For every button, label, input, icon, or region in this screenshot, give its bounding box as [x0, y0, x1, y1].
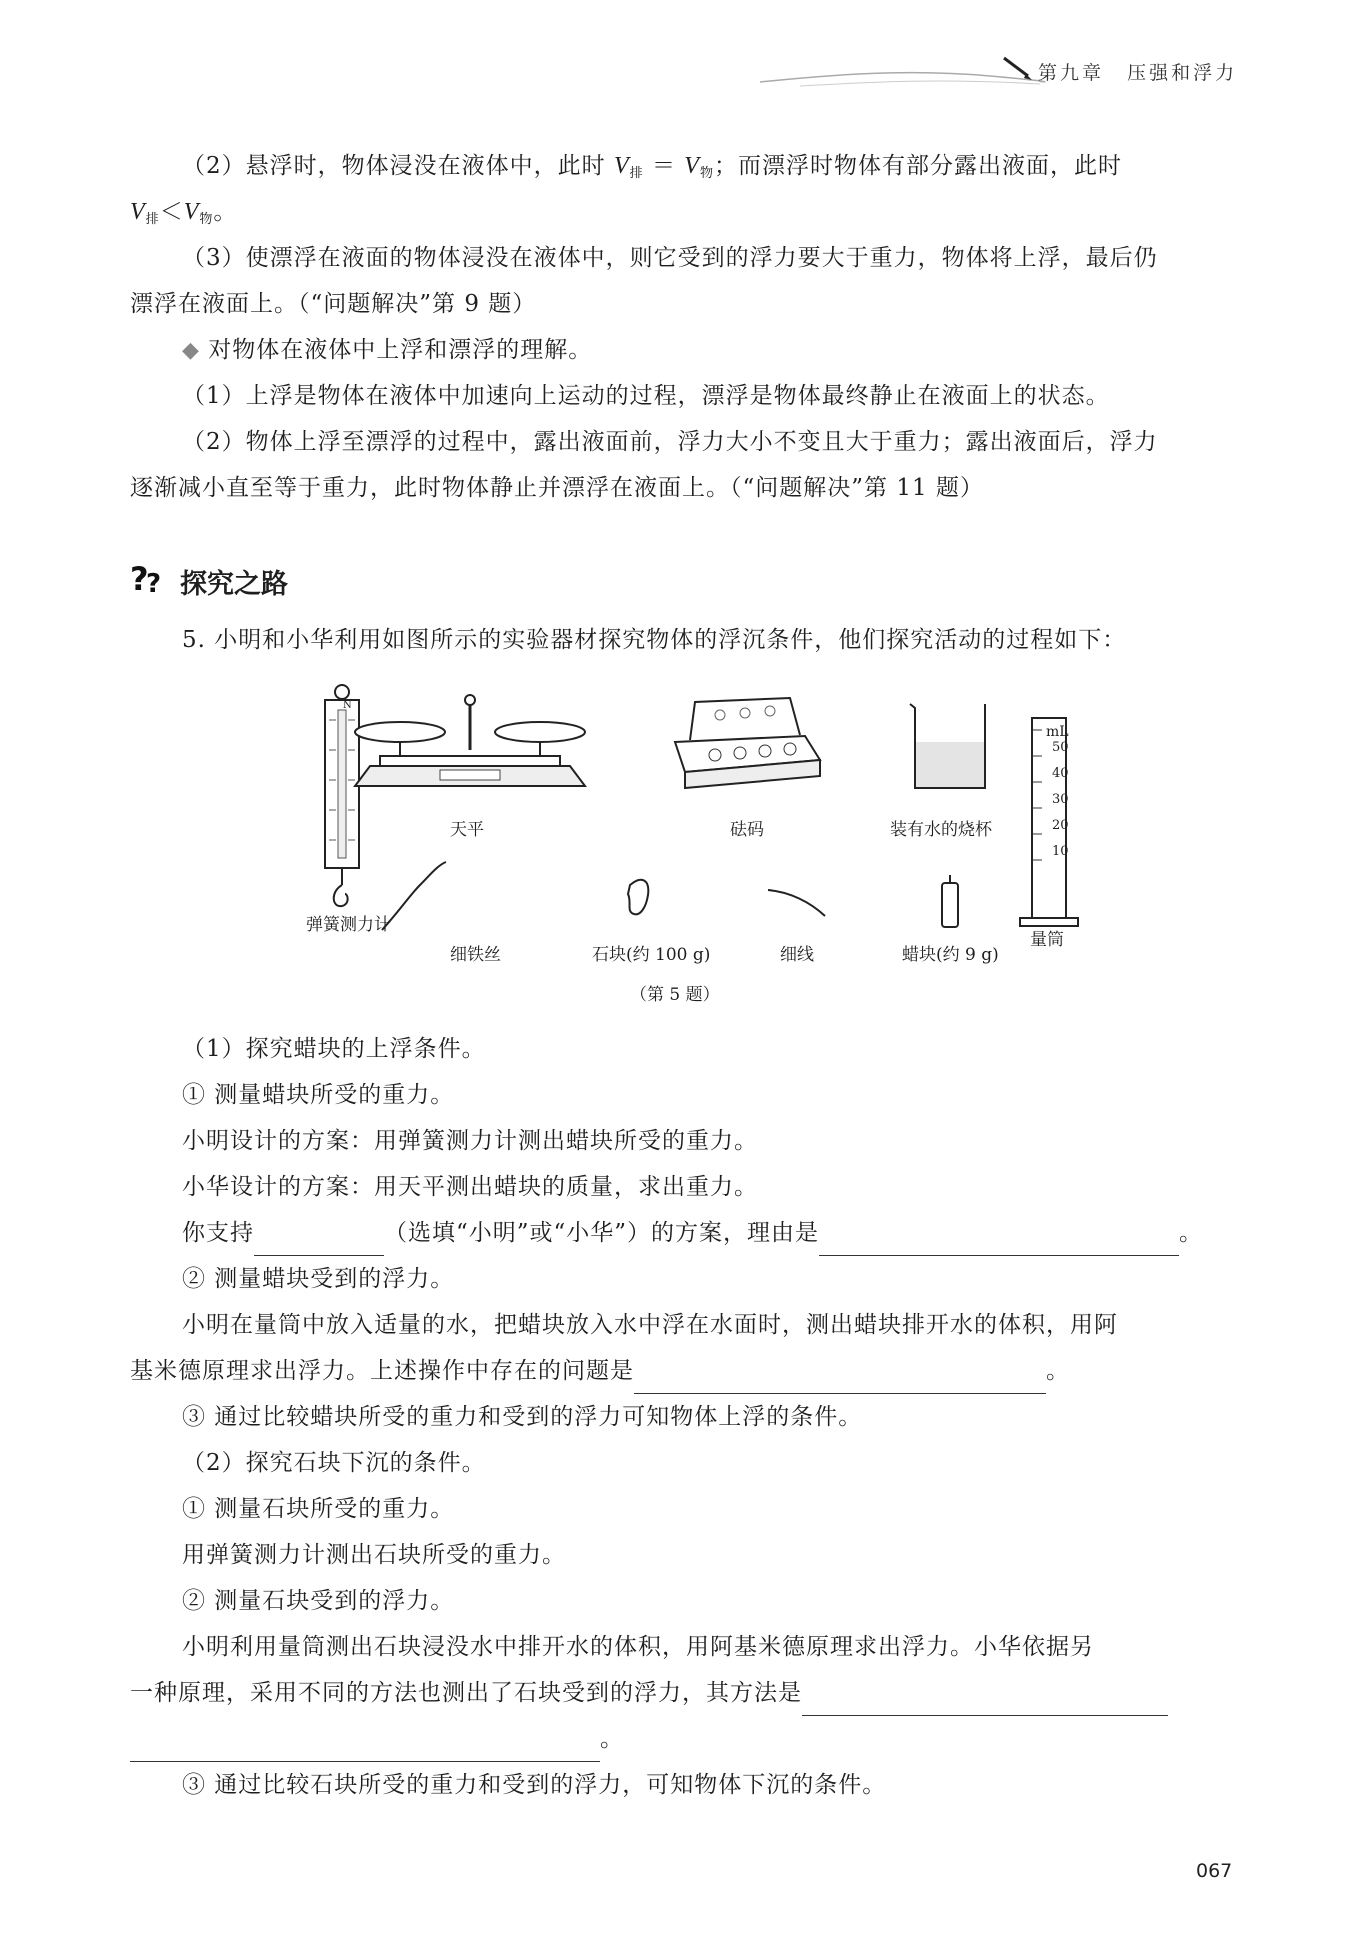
beaker-label: 装有水的烧杯: [890, 820, 992, 840]
paragraph-suspension: （2）悬浮时，物体浸没在液体中，此时 $V_排 = V_物$；而漂浮时物体有部分露出液面，此时: [182, 153, 1122, 181]
spring-scale-label: 弹簧测力计: [306, 915, 391, 935]
part1-step2-question: 基米德原理求出浮力。上述操作中存在的问题是 。: [130, 1348, 1250, 1394]
part1-step1: ① 测量蜡块所受的重力。: [182, 1082, 455, 1108]
paragraph-submerge-cont: 漂浮在液面上。（“问题解决”第 9 题）: [130, 291, 537, 317]
part2-step2: ② 测量石块受到的浮力。: [182, 1588, 455, 1614]
cylinder-tick-label: 50: [1052, 740, 1069, 755]
part1-support-line: 你支持 （选填“小明”或“小华”）的方案，理由是 。: [182, 1210, 1302, 1256]
part1-step3: ③ 通过比较蜡块所受的重力和受到的浮力可知物体上浮的条件。: [182, 1404, 863, 1430]
balance-drawing: [355, 695, 585, 786]
part2-step2-question-cont: 。: [130, 1716, 1250, 1762]
paragraph-rise-process: （2）物体上浮至漂浮的过程中，露出液面前，浮力大小不变且大于重力；露出液面后，浮力: [182, 429, 1158, 455]
cylinder-tick-label: 30: [1052, 792, 1069, 807]
balance-label: 天平: [450, 820, 484, 840]
wax-label: 蜡块(约 9 g): [902, 945, 999, 965]
answer-blank-choice[interactable]: [254, 1227, 384, 1256]
measuring-cylinder-drawing: [1020, 718, 1078, 926]
apparatus-figure: [290, 680, 1090, 1010]
part2-step1: ① 测量石块所受的重力。: [182, 1496, 455, 1522]
thread-label: 细线: [780, 945, 814, 965]
chapter-number: 第九章: [1038, 62, 1105, 84]
stone-drawing: [628, 880, 648, 915]
diamond-bullet-icon: ◆: [182, 338, 200, 363]
part1-xiaohua-plan: 小华设计的方案：用天平测出蜡块的质量，求出重力。: [182, 1174, 758, 1200]
spring-scale-drawing: [325, 685, 359, 906]
thread-drawing: [768, 890, 825, 916]
cylinder-tick-label: 10: [1052, 844, 1069, 859]
part1-title: （1）探究蜡块的上浮条件。: [182, 1036, 486, 1062]
answer-blank-problem[interactable]: [634, 1365, 1046, 1394]
answer-blank-method[interactable]: [802, 1687, 1168, 1716]
beaker-drawing: [910, 704, 985, 788]
part2-step2-question: 一种原理，采用不同的方法也测出了石块受到的浮力，其方法是: [130, 1670, 1250, 1716]
paragraph-rise-process-cont: 逐渐减小直至等于重力，此时物体静止并漂浮在液面上。（“问题解决”第 11 题）: [130, 475, 984, 501]
question-5-stem: 5. 小明和小华利用如图所示的实验器材探究物体的浮沉条件，他们探究活动的过程如下：: [182, 627, 1127, 653]
section-title: 探究之路: [180, 569, 288, 600]
scale-unit-label: N: [343, 700, 352, 711]
part1-step2-text: 小明在量筒中放入适量的水，把蜡块放入水中浮在水面时，测出蜡块排开水的体积，用阿: [182, 1312, 1118, 1338]
figure-caption: （第 5 题）: [630, 985, 720, 1005]
part1-step2: ② 测量蜡块受到的浮力。: [182, 1266, 455, 1292]
cylinder-tick-label: 40: [1052, 766, 1069, 781]
answer-blank-reason[interactable]: [819, 1227, 1179, 1256]
weights-drawing: [675, 698, 820, 788]
part1-xiaoming-plan: 小明设计的方案：用弹簧测力计测出蜡块所受的重力。: [182, 1128, 758, 1154]
iron-wire-label: 细铁丝: [450, 945, 501, 965]
cylinder-tick-label: 20: [1052, 818, 1069, 833]
chapter-title: 压强和浮力: [1127, 62, 1238, 84]
svg-text:?: ?: [146, 569, 162, 596]
question-mark-icon: [128, 560, 172, 596]
cylinder-unit-label: mL: [1046, 724, 1069, 740]
stone-label: 石块(约 100 g): [592, 945, 711, 965]
answer-blank-method-cont[interactable]: [130, 1733, 600, 1762]
svg-text:?: ?: [130, 560, 149, 596]
part2-step1-text: 用弹簧测力计测出石块所受的重力。: [182, 1542, 566, 1568]
paragraph-rise-def: （1）上浮是物体在液体中加速向上运动的过程，漂浮是物体最终静止在液面上的状态。: [182, 383, 1110, 409]
pen-icon: [1000, 54, 1034, 84]
paragraph-submerge: （3）使漂浮在液面的物体浸没在液体中，则它受到的浮力要大于重力，物体将上浮，最后仍: [182, 245, 1158, 271]
paragraph-suspension-cont: $V_排<V_物$。: [130, 199, 238, 227]
cylinder-label: 量筒: [1030, 930, 1064, 950]
bullet-understanding: ◆ 对物体在液体中上浮和漂浮的理解。: [182, 337, 593, 363]
part2-step3: ③ 通过比较石块所受的重力和受到的浮力，可知物体下沉的条件。: [182, 1772, 887, 1798]
chapter-header: [1038, 58, 1237, 85]
part2-step2-text: 小明利用量筒测出石块浸没水中排开水的体积，用阿基米德原理求出浮力。小华依据另: [182, 1634, 1094, 1660]
page-number: 067: [1196, 1860, 1233, 1882]
wax-block-drawing: [942, 875, 958, 927]
iron-wire-drawing: [382, 862, 446, 930]
weights-label: 砝码: [730, 820, 764, 840]
part2-title: （2）探究石块下沉的条件。: [182, 1450, 486, 1476]
